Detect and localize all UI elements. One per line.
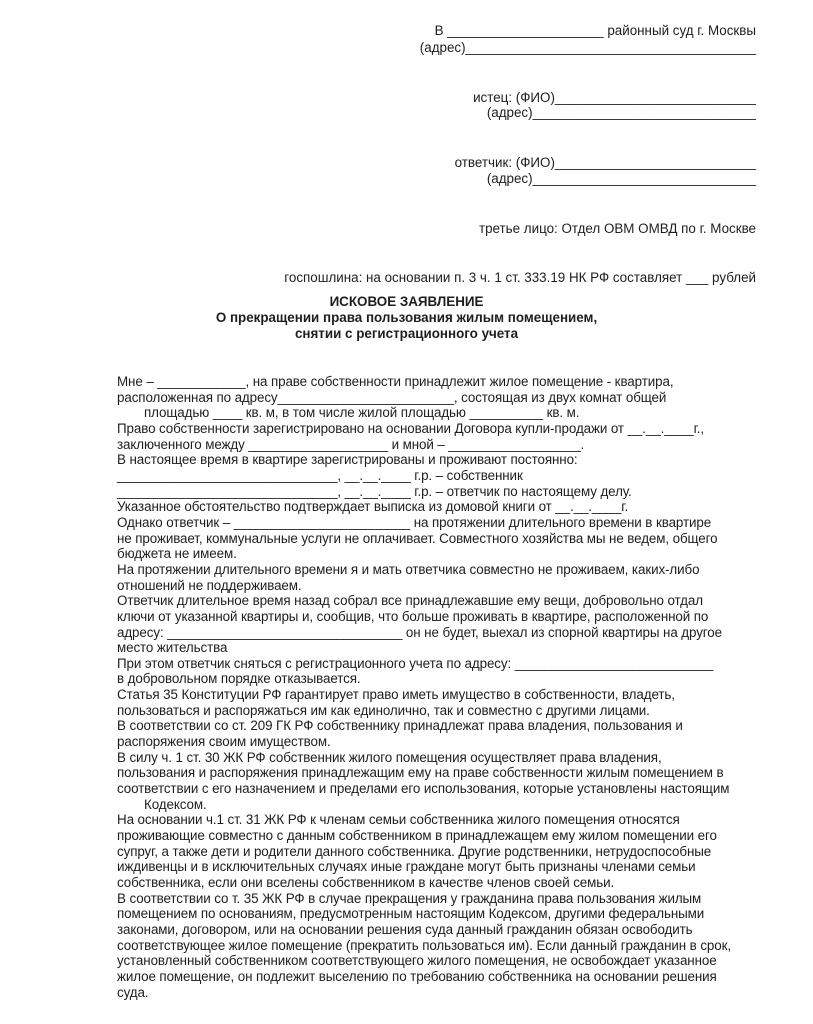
body-line: В силу ч. 1 ст. 30 ЖК РФ собственник жилого помещения осуществляет права владения, xyxy=(117,749,662,765)
body-line: Ответчик длительное время назад собрал все принадлежавшие ему вещи, добровольно отдал xyxy=(117,593,703,609)
body-line: заключенного между ___________________ и мной – __________________. xyxy=(117,436,585,452)
plaintiff-name: истец: (ФИО)___________________________ xyxy=(473,90,756,105)
body-line: в добровольном порядке отказывается. xyxy=(117,671,361,687)
body-line: В соответствии со т. 35 ЖК РФ в случае прекращения у гражданина права пользования жилым xyxy=(117,890,702,906)
body-line: проживающие совместно с данным собственником в принадлежащем ему жилом помещении его xyxy=(117,828,717,844)
body-line: соответствии с его назначением и пределами его использования, которые установлены настоящим xyxy=(117,781,730,797)
body-line: В соответствии со ст. 209 ГК РФ собственнику принадлежат права владения, пользования и xyxy=(117,718,683,734)
body-line: пользования и распоряжения принадлежащим ему на праве собственности жилым помещением в xyxy=(117,765,724,781)
body-line: жилое помещение, он подлежит выселению по требованию собственника на основании решения xyxy=(117,968,717,984)
body-line: ключи от указанной квартиры и, сообщив, что больше проживать в квартире, расположенной по xyxy=(117,608,709,624)
body-line: бюджета не имеем. xyxy=(117,546,237,562)
body-line: Однако ответчик – ________________________ на протяжении длительного времени в квартире xyxy=(117,514,712,530)
document-subtitle-line2: снятии с регистрационного учета xyxy=(294,326,519,341)
body-line: Указанное обстоятельство подтверждает выписка из домовой книги от __.__.____г. xyxy=(117,499,629,515)
body-line: установленный собственником соответствующего жилого помещения, не освобождает указанное xyxy=(117,953,717,969)
court-line: В _____________________ районный суд г. Москвы xyxy=(434,23,756,38)
body-line: В настоящее время в квартире зарегистрированы и проживают постоянно: xyxy=(117,452,578,468)
defendant-address: (адрес)______________________________ xyxy=(486,171,756,186)
body-line: Кодексом. xyxy=(144,796,207,812)
body-line: ______________________________, __.__.____ г.р. – собственник xyxy=(117,467,523,483)
body-line: расположенная по адресу________________________, состоящая из двух комнат общей xyxy=(117,389,667,405)
plaintiff-address: (адрес)______________________________ xyxy=(486,105,756,120)
body-line: распоряжения своим имуществом. xyxy=(117,734,331,750)
body-line: площадью ____ кв. м, в том числе жилой площадью __________ кв. м. xyxy=(144,405,580,421)
body-line: собственника, если они вселены собственником в качестве членов своей семьи. xyxy=(117,875,615,890)
body-line: суда. xyxy=(117,984,149,1000)
third-party: третье лицо: Отдел ОВМ ОМВД по г. Москве xyxy=(478,221,756,236)
body-line: При этом ответчик сняться с регистрационного учета по адресу: ___________________________ xyxy=(117,655,714,671)
body-line: На основании ч.1 ст. 31 ЖК РФ к членам семьи собственника жилого помещения относятся xyxy=(117,812,680,828)
body-line: законами, договором, или на основании решения суда данный гражданин обязан освободить xyxy=(117,921,693,937)
body-line: место жительства xyxy=(117,640,228,656)
body-line: пользоваться и распоряжаться им как единолично, так и совместно с другими лицами. xyxy=(117,702,650,718)
body-line: ______________________________, __.__.____ г.р. – ответчик по настоящему делу. xyxy=(117,483,632,499)
body-line: Статья 35 Конституции РФ гарантирует право иметь имущество в собственности, владеть, xyxy=(117,687,675,703)
body-line: иждивенцы и в исключительных случаях иные граждане могут быть признаны членами семьи xyxy=(117,859,696,875)
body-line: Право собственности зарегистрировано на основании Договора купли-продажи от __.__.____г., xyxy=(117,420,704,436)
body-line: не проживает, коммунальные услуги не оплачивает. Совместного хозяйства мы не ведем, общего xyxy=(117,530,718,546)
document-subtitle-line1: О прекращении права пользования жилым помещением, xyxy=(215,310,598,325)
court-address: (адрес)_______________________________________ xyxy=(419,40,756,55)
claim-body xyxy=(117,374,757,1000)
body-line: супруг, а также дети и родители данного собственника. Другие родственники, нетрудоспособные xyxy=(117,843,712,859)
body-line: На протяжении длительного времени я и мать ответчика совместно не проживаем, каких-либо xyxy=(117,561,700,577)
body-line: Мне – ____________, на праве собственности принадлежит жилое помещение - квартира, xyxy=(117,374,674,389)
body-line: помещением по основаниям, предусмотренным настоящим Кодексом, другими федеральными xyxy=(117,906,705,922)
body-line: соответствующее жилое помещение (прекратить пользоваться им). Если данный гражданин в срок, xyxy=(117,937,731,953)
state-duty: госпошлина: на основании п. 3 ч. 1 ст. 333.19 НК РФ составляет ___ рублей xyxy=(284,270,756,285)
body-line: адресу: ________________________________ он не будет, выехал из спорной квартиры на другое xyxy=(117,624,722,640)
document-title: ИСКОВОЕ ЗАЯВЛЕНИЕ xyxy=(329,294,484,309)
defendant-name: ответчик: (ФИО)___________________________ xyxy=(454,155,756,170)
body-line: отношений не поддерживаем. xyxy=(117,577,302,593)
